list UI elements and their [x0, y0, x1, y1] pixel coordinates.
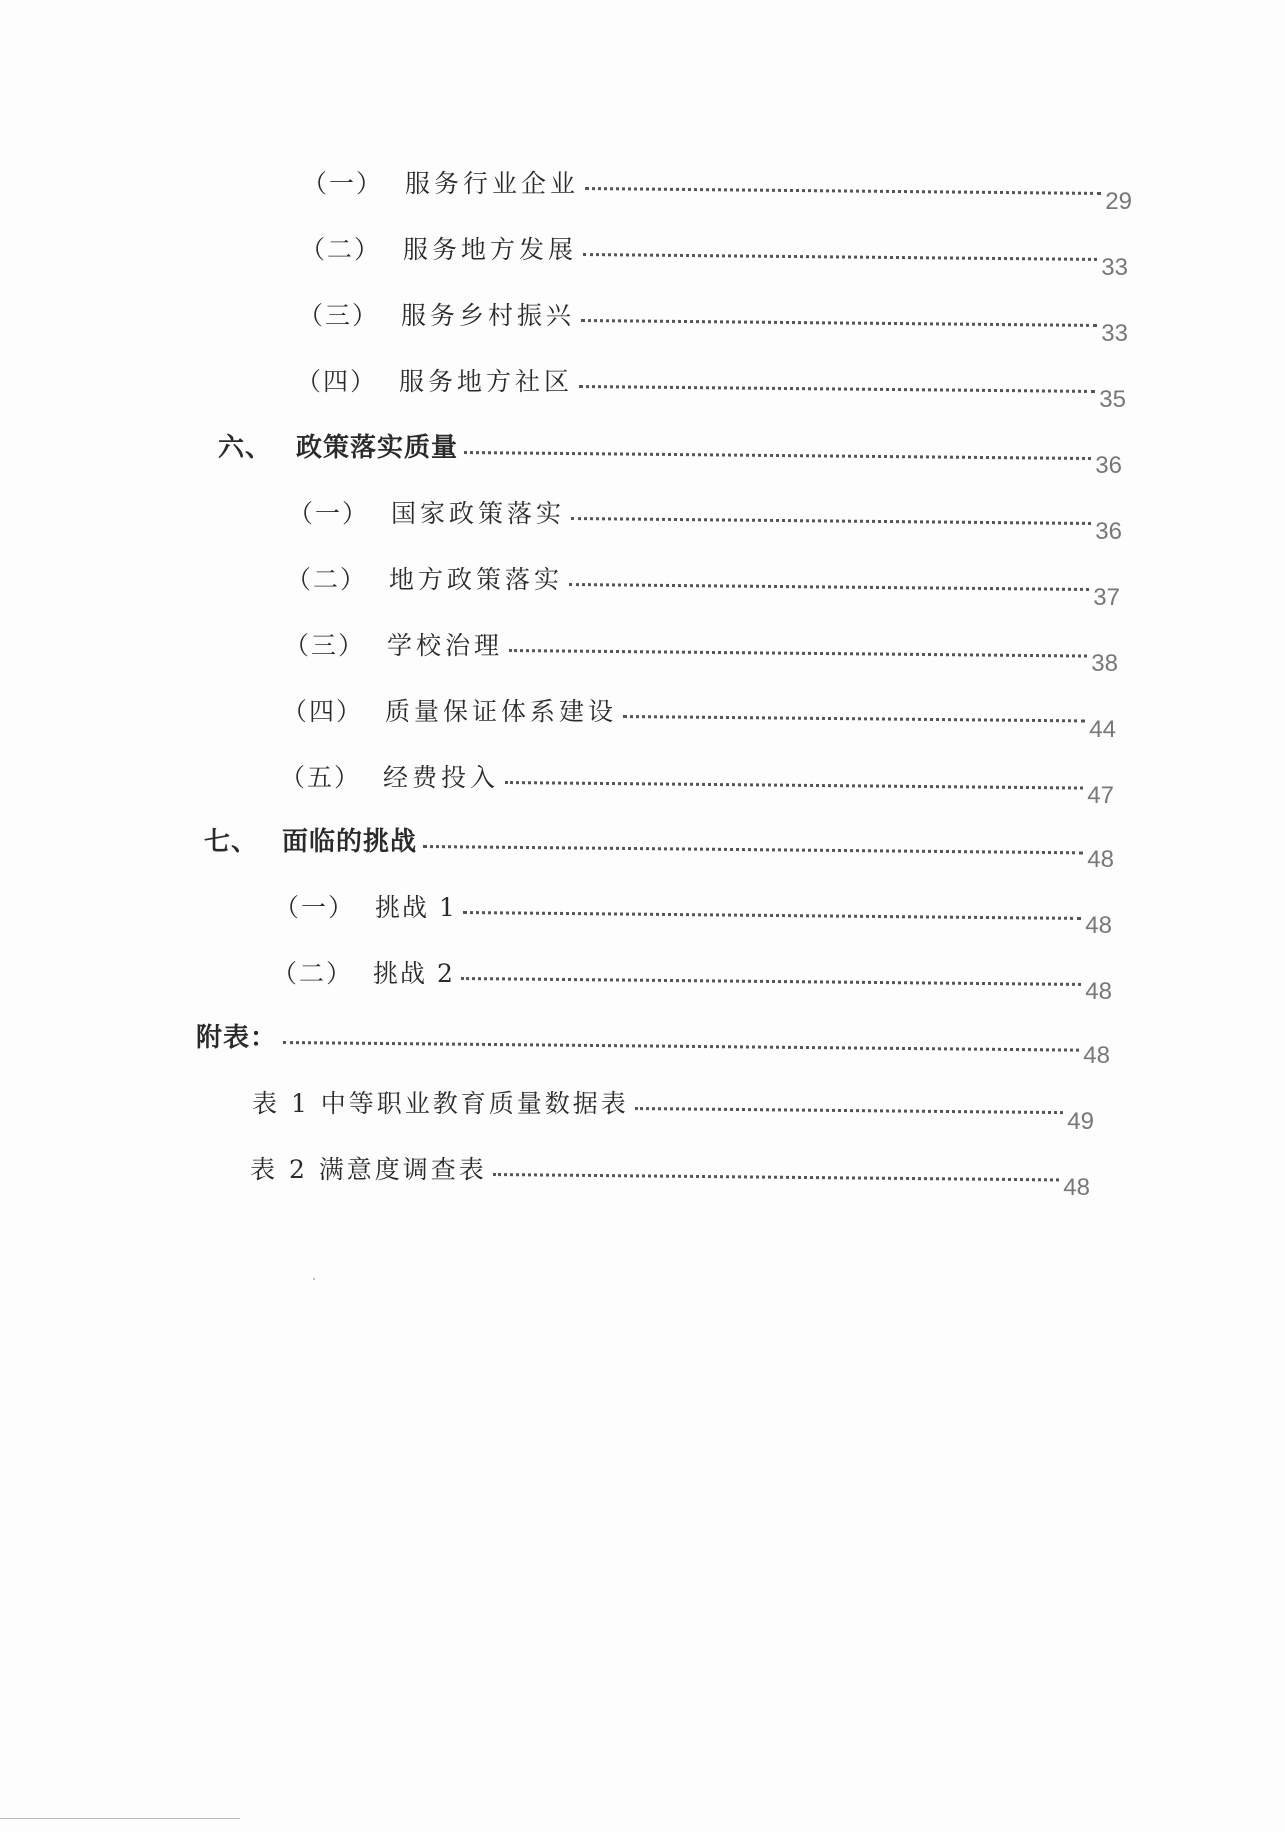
toc-entry-title: 地方政策落实 [389, 565, 564, 594]
toc-entry-title: 质量保证体系建设 [385, 697, 618, 726]
scan-speck [313, 1278, 315, 1280]
dot-leader [509, 649, 1087, 658]
toc-entry-title: 附表： [196, 1023, 278, 1053]
toc-entry-page: 38 [1091, 650, 1118, 677]
toc-entry-page: 29 [1105, 188, 1132, 215]
toc-entry-title: 服务乡村振兴 [401, 301, 576, 330]
toc-entry[interactable] [204, 818, 1114, 873]
toc-entry[interactable] [272, 950, 1112, 1005]
toc-entry-number: （二） [286, 565, 368, 594]
toc-entry-number: （三） [298, 301, 380, 330]
toc-entry-number: （五） [280, 763, 362, 792]
toc-entry-page: 49 [1067, 1108, 1094, 1135]
toc-entry-title: 表 1 中等职业教育质量数据表 [252, 1089, 629, 1118]
toc-entry-title: 面临的挑战 [282, 827, 418, 857]
toc-entry-page: 48 [1085, 978, 1112, 1005]
scan-edge-line [0, 1818, 240, 1819]
dot-leader [423, 845, 1083, 854]
toc-entry-page: 36 [1095, 452, 1122, 479]
toc-entry-title: 表 2 满意度调查表 [250, 1155, 487, 1184]
toc-entry-title: 服务行业企业 [405, 169, 580, 198]
toc-entry-title: 政策落实质量 [296, 433, 459, 463]
toc-entry-title: 挑战 2 [373, 959, 455, 988]
toc-entry-number: （二） [300, 235, 382, 264]
toc-entry-page: 37 [1093, 584, 1120, 611]
toc-entry-page: 47 [1087, 782, 1114, 809]
toc-entry[interactable] [298, 292, 1128, 347]
toc-entry[interactable] [274, 884, 1112, 939]
toc-entry-number: （一） [274, 893, 356, 922]
toc-entry[interactable] [280, 754, 1114, 809]
toc-entry-number: （四） [282, 697, 364, 726]
dot-leader [623, 715, 1085, 722]
toc-entry-title: 经费投入 [383, 763, 500, 792]
toc-entry[interactable] [218, 424, 1122, 479]
dot-leader [493, 1173, 1059, 1181]
toc-entry[interactable] [282, 688, 1116, 743]
toc-entry-title: 国家政策落实 [391, 499, 566, 528]
dot-leader [464, 451, 1091, 460]
toc-entry-title: 服务地方发展 [403, 235, 578, 264]
toc-entry-page: 44 [1089, 716, 1116, 743]
dot-leader [585, 187, 1101, 195]
dot-leader [579, 385, 1095, 393]
toc-entry-page: 48 [1083, 1042, 1110, 1069]
dot-leader [583, 253, 1097, 261]
toc-entry-number: （四） [296, 367, 378, 396]
toc-entry-page: 36 [1095, 518, 1122, 545]
dot-leader [581, 319, 1097, 327]
toc-entry-page: 48 [1085, 912, 1112, 939]
dot-leader [571, 517, 1091, 525]
toc-entry[interactable] [302, 160, 1132, 215]
toc-entry-page: 33 [1101, 254, 1128, 281]
dot-leader [569, 583, 1089, 591]
toc-entry[interactable] [250, 1146, 1090, 1201]
toc-entry-title: 服务地方社区 [399, 367, 574, 396]
toc-entry[interactable] [288, 490, 1122, 545]
dot-leader [505, 781, 1083, 790]
toc-entry[interactable] [300, 226, 1128, 281]
toc-entry-page: 35 [1099, 386, 1126, 413]
dot-leader [635, 1107, 1063, 1114]
dot-leader [461, 977, 1081, 986]
toc-entry-title: 学校治理 [387, 631, 504, 660]
toc-entry-page: 48 [1063, 1174, 1090, 1201]
toc-entry[interactable] [252, 1080, 1094, 1135]
toc-entry-page: 48 [1087, 846, 1114, 873]
toc-entry-number: （一） [302, 169, 384, 198]
toc-entry[interactable] [286, 556, 1120, 611]
dot-leader [463, 911, 1081, 920]
toc-entry-title: 挑战 1 [375, 893, 457, 922]
toc-entry-number: 七、 [204, 827, 259, 857]
toc-entry[interactable] [284, 622, 1118, 677]
toc-entry-number: （一） [288, 499, 370, 528]
toc-entry[interactable] [196, 1014, 1110, 1069]
toc-entry-page: 33 [1101, 320, 1128, 347]
toc-entry-number: （三） [284, 631, 366, 660]
toc-entry-number: （二） [272, 959, 354, 988]
dot-leader [283, 1041, 1079, 1052]
toc-entry[interactable] [296, 358, 1126, 413]
toc-entry-number: 六、 [218, 433, 273, 463]
